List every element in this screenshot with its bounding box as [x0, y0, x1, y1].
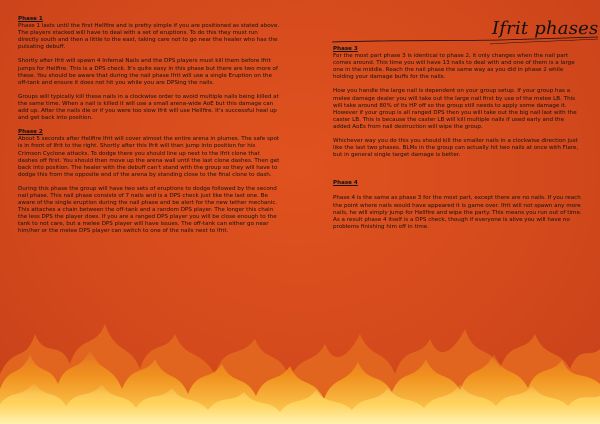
flame-border-decoration	[0, 304, 600, 424]
section-spacer	[333, 166, 583, 180]
phase-4-paragraph: Phase 4 is the same as phase 3 for the most part, except there are no nails. If you reach the point where nails would have appeared it is game over. Ifrit will not spawn any more nails, he will simply jump for Hellfire and wipe the party. This means you run out of time. As a result phase 4 itself is a DPS check, though if everyone is alive you will have no problems finishing him off in time.	[333, 195, 582, 230]
left-column	[18, 16, 280, 243]
phase-3-paragraph: How you handle the large nail is dependent on your group setup. If your group has a melee damage dealer you will take out the large nail first by use of the melee LB. This will take around 80% of its HP off so the group still needs to apply some damage it. However if your group is all ranged DPS then you will take out the big nail last with the caster LB. This is because the caster LB will kill multiple nails if used early and the added AoEs from nail destruction will wipe the group.	[333, 88, 577, 130]
heading-spacer	[333, 187, 583, 195]
phase-3-heading: Phase 3	[333, 46, 358, 52]
phase-2-paragraph: During this phase the group will have two sets of eruptions to dodge followed by the second nail phase. This nail phase consists of 7 nails and is a DPS check just like the last one. Be aware of the single eruption during the nail phase and be alert for the new tether mechanic. This attaches a chain between the off-tank and a random DPS player. The longer this chain the less DPS the player does. If you are a ranged DPS player you will be close enough to the tank to not care, but a melee DPS player will have issues. The off-tank can either go near him/her or the melee DPS player can switch to one of the nails next to Ifrit.	[18, 185, 278, 235]
page-title: Ifrit phases	[492, 18, 599, 39]
right-column	[333, 46, 583, 238]
phase-4-heading: Phase 4	[333, 180, 358, 187]
phase-2-paragraph: About 5 seconds after Hellfire Ifrit will cover almost the entire arena in plumes. The safe spot is in front of Ifrit to the right. Shortly after this Ifrit will then jump into position for his Crimson Cyclone attacks. To dodge there you should line up next to the Ifrit clone that dashes off first. You should then move up the arena wall until the last clone dashes. Then get back into position. The healer with the debuff can't stand with the group so they will have to dodge this from the opposite end of the arena by standing close to the final clone to dash.	[18, 136, 280, 178]
phase-1-paragraph: Groups will typically kill these nails in a clockwise order to avoid multiple nails being killed at the same time. When a nail is killed it will use a small arena-wide AoE but this damage can add up. After the nails die or if you were too slow Ifrit will use Hellfire. It's successful heal up and get back into position.	[18, 93, 279, 122]
phase-2-heading: Phase 2	[18, 129, 43, 136]
phase-1-heading: Phase 1	[18, 16, 43, 22]
phase-3-paragraph: Whichever way you do this you should kill the smaller nails in a clockwise direction just like the last two phases. BLMs in the group can actually hit two nails at once with Flare, but in general single target damage is better.	[333, 138, 579, 159]
phase-3-paragraph: For the most part phase 3 is identical to phase 2, it only changes when the nail part comes around. This time you will have 13 nails to deal with and one of them is a large one in the middle. Reach the nail phase the same way as you did in phase 2 while holding your damage buffs for the nails.	[333, 53, 575, 81]
phase-1-paragraph: Phase 1 lasts until the first Hellfire and is pretty simple if you are positioned as stated above. The players stacked will have to deal with a set of eruptions. To do this they must run directly south and then a little to the east, taking care not to go near the healer who has the pulsating debuff.	[18, 23, 280, 51]
phase-1-paragraph: Shortly after Ifrit will spawn 4 Infernal Nails and the DPS players must kill them before Ifrit jumps for Hellfire. This is a DPS check. It's quite easy in this phase but there are two more of these. You should be aware that during the nail phase Ifrit will use a single Eruption on the off-tank and ensure it does not hit you while you are DPSing the nails.	[18, 58, 278, 86]
